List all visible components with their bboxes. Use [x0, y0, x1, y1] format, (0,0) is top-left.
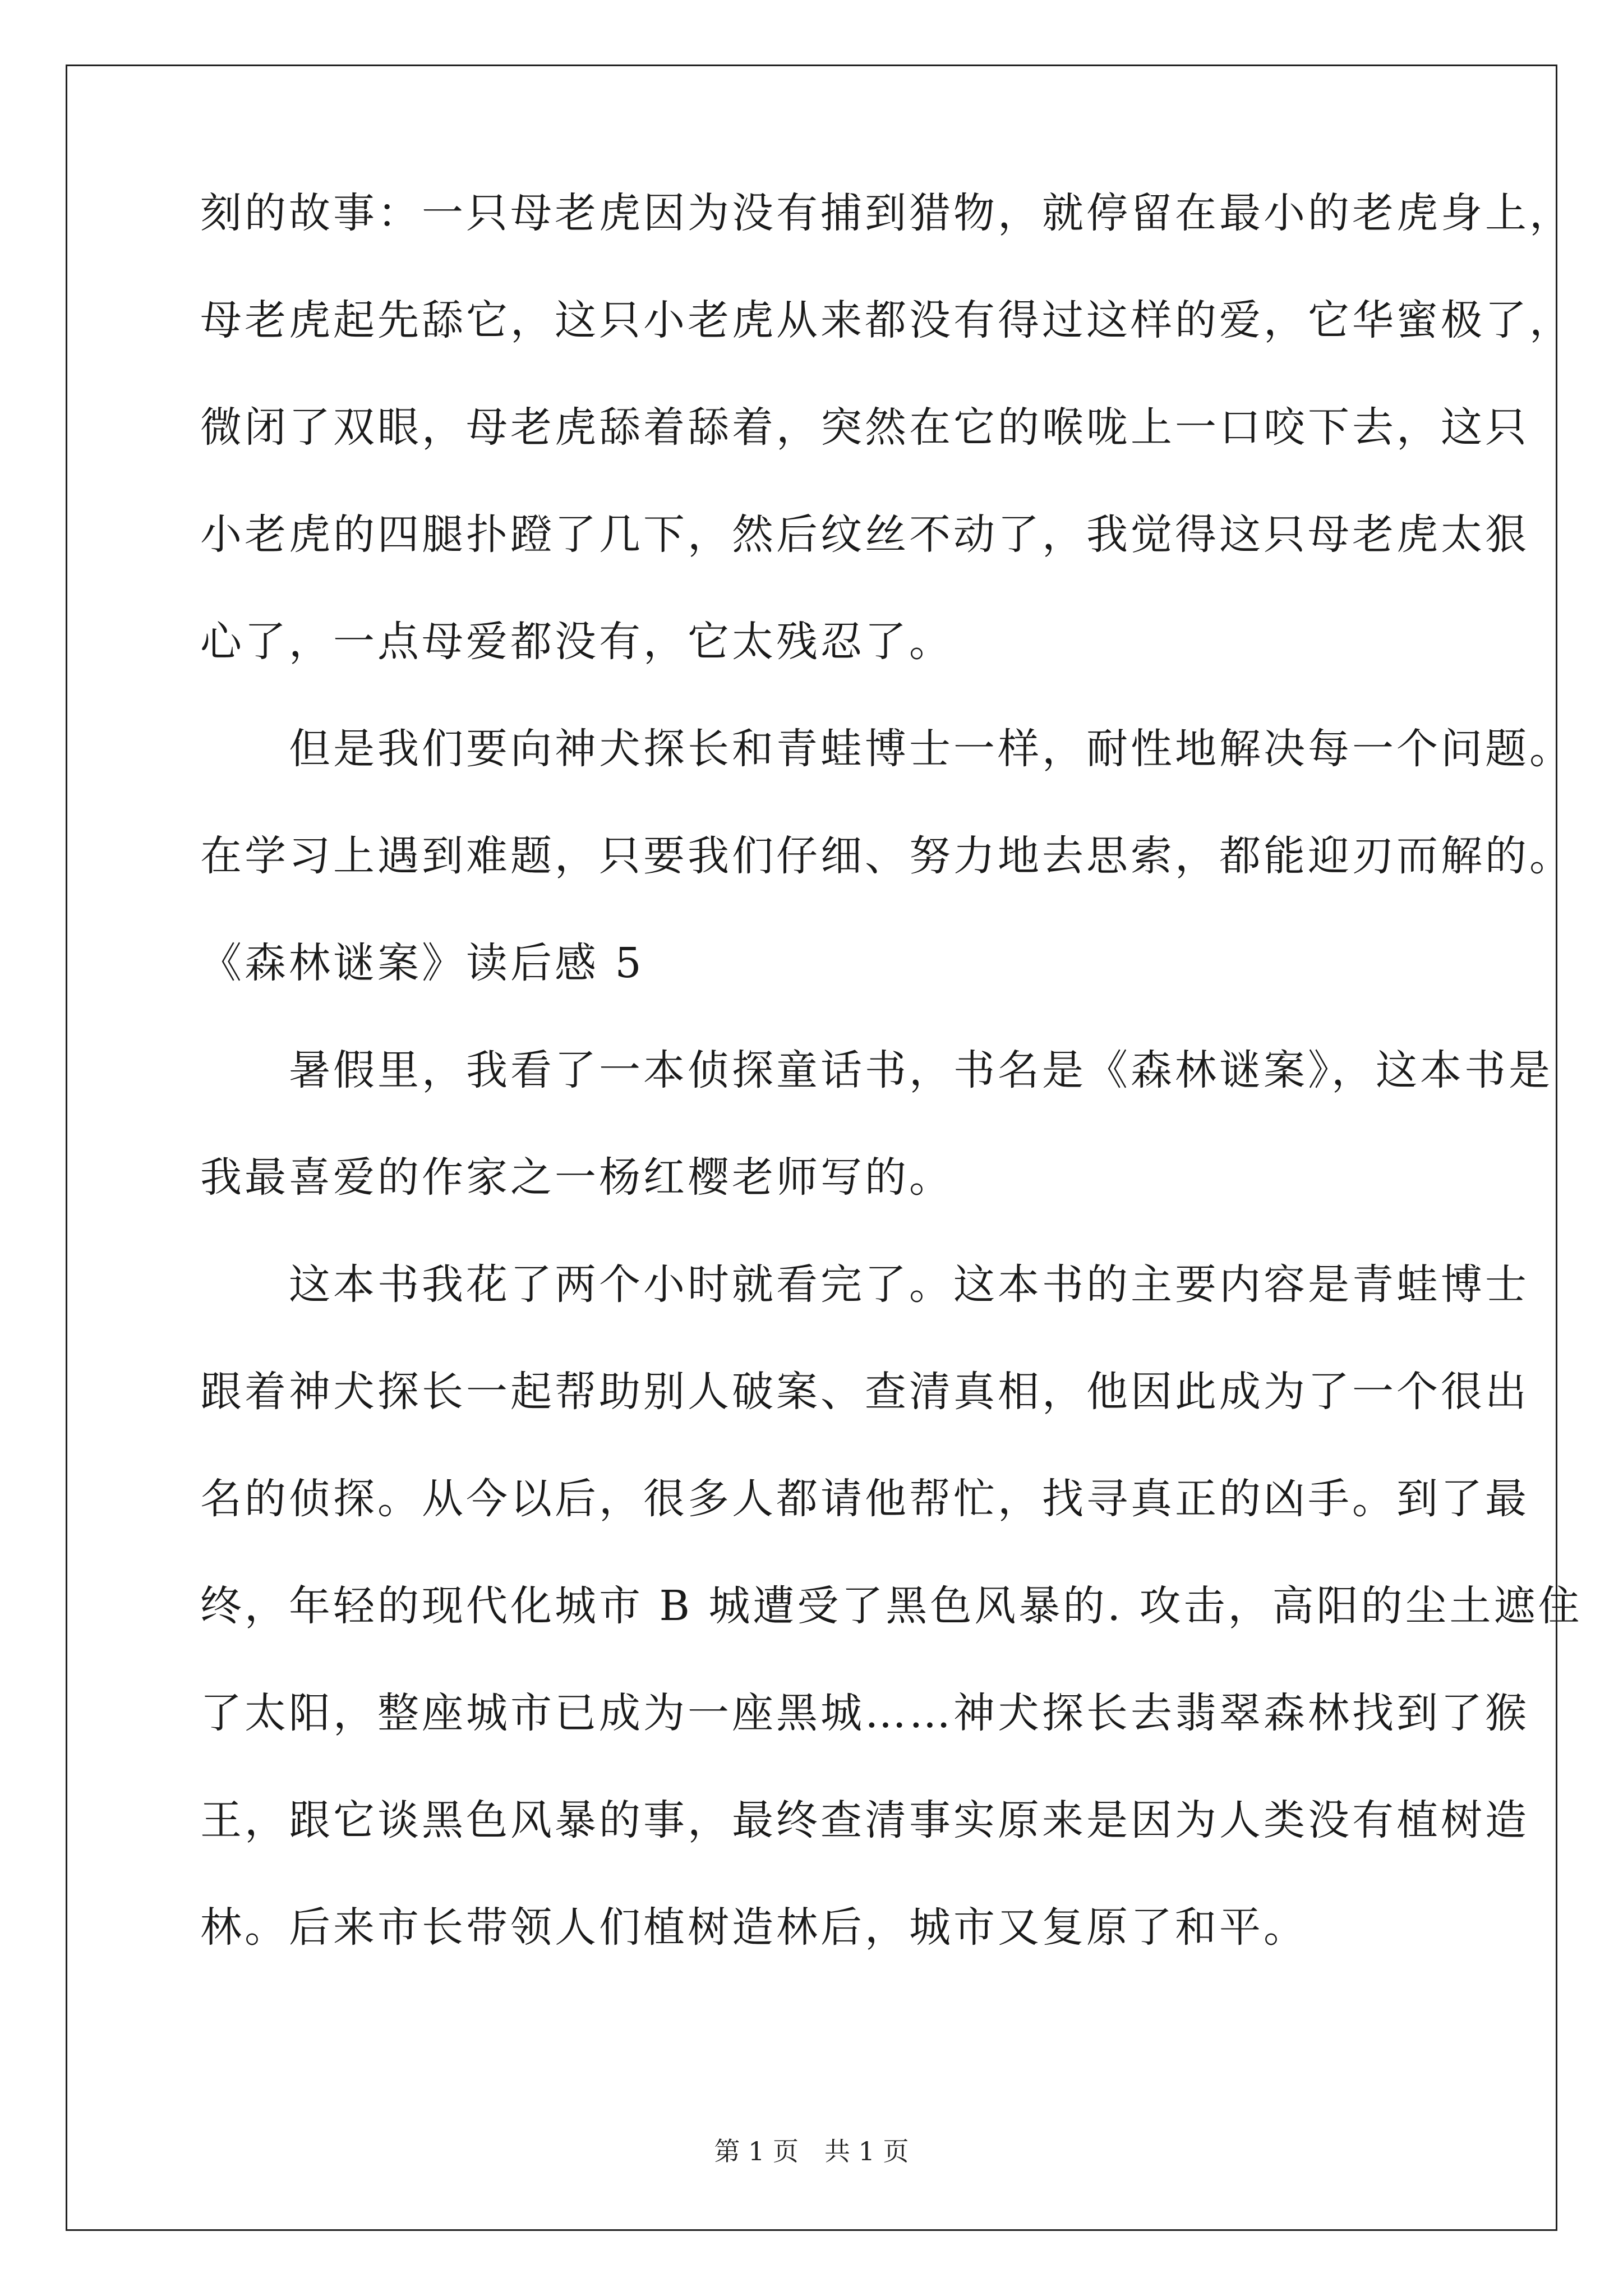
page-footer: 第 1 页 共 1 页	[714, 2136, 909, 2166]
text-line: 我最喜爱的作家之一杨红樱老师写的。	[200, 1153, 953, 1202]
text-line: 微闭了双眼，母老虎舔着舔着，突然在它的喉咙上一口咬下去，这只	[200, 403, 1529, 452]
text-line: 了太阳，整座城市已成为一座黑城……神犬探长去翡翠森林找到了猴	[200, 1689, 1529, 1737]
paragraph-start-line: 这本书我花了两个小时就看完了。这本书的主要内容是青蛙博士	[200, 1260, 1529, 1309]
text-line: 心了，一点母爱都没有，它太残忍了。	[200, 618, 953, 666]
text-line: 名的侦探。从今以后，很多人都请他帮忙，找寻真正的凶手。到了最	[200, 1475, 1529, 1523]
text-line: 母老虎起先舔它，这只小老虎从来都没有得过这样的爱，它华蜜极了，	[200, 296, 1574, 344]
text-line: 跟着神犬探长一起帮助别人破案、查清真相，他因此成为了一个很出	[200, 1368, 1529, 1416]
text-line: 终，年轻的现代化城市 B 城遭受了黑色风暴的. 攻击，高阳的尘土遮住	[200, 1582, 1583, 1630]
text-line: 在学习上遇到难题，只要我们仔细、努力地去思索，都能迎刃而解的。	[200, 832, 1574, 880]
text-line: 王，跟它谈黑色风暴的事，最终查清事实原来是因为人类没有植树造	[200, 1796, 1529, 1844]
text-line: 刻的故事：一只母老虎因为没有捕到猎物，就停留在最小的老虎身上，	[200, 189, 1574, 237]
text-line: 小老虎的四腿扑蹬了几下，然后纹丝不动了，我觉得这只母老虎太狠	[200, 510, 1529, 559]
paragraph-start-line: 暑假里，我看了一本侦探童话书，书名是《森林谜案》，这本书是	[200, 1046, 1553, 1094]
section-heading: 《森林谜案》读后感 5	[200, 939, 644, 987]
paragraph-start-line: 但是我们要向神犬探长和青蛙博士一样，耐性地解决每一个问题。	[200, 725, 1574, 773]
text-line: 林。后来市长带领人们植树造林后，城市又复原了和平。	[200, 1903, 1308, 1952]
